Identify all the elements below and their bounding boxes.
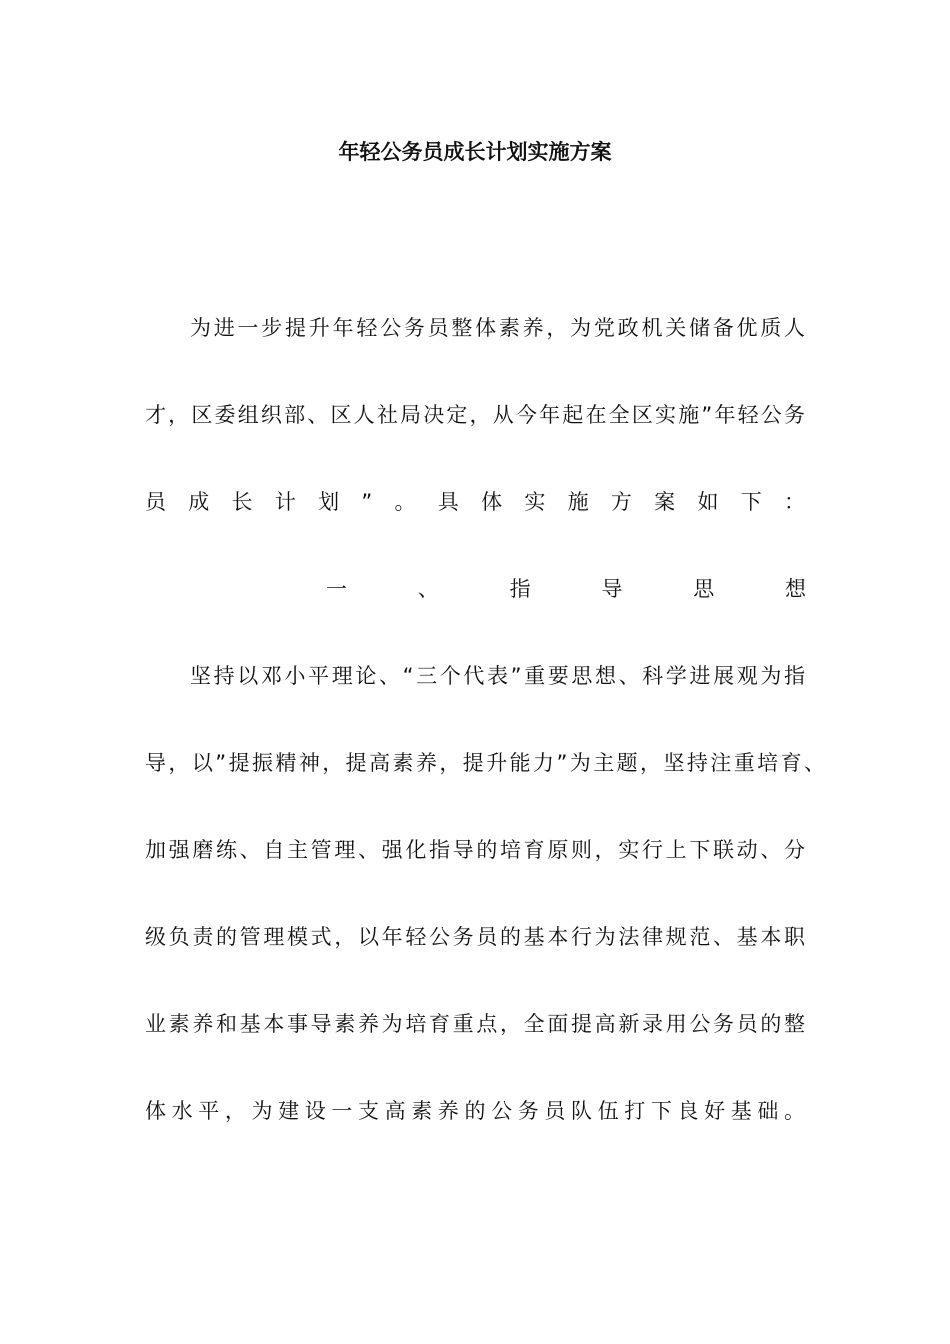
paragraph-line-8: 业素养和基本事导素养为培育重点，全面提高新录用公务员的整 xyxy=(145,1012,805,1036)
paragraph-line-5: 导，以”提振精神，提高素养，提升能力”为主题，坚持注重培育、 xyxy=(145,751,825,775)
document-title: 年轻公务员成长计划实施方案 xyxy=(338,140,612,164)
paragraph-line-4: 坚持以邓小平理论、“三个代表”重要思想、科学进展观为指 xyxy=(190,664,805,688)
paragraph-line-7: 级负责的管理模式，以年轻公务员的基本行为法律规范、基本职 xyxy=(145,925,805,949)
section-heading: 一、指导思想 xyxy=(326,577,806,601)
paragraph-line-1: 为进一步提升年轻公务员整体素养，为党政机关储备优质人 xyxy=(190,316,805,340)
paragraph-line-3: 员成长计划”。具体实施方案如下： xyxy=(145,490,805,514)
paragraph-line-9: 体水平，为建设一支高素养的公务员队伍打下良好基础。 xyxy=(145,1099,805,1123)
paragraph-line-6: 加强磨练、自主管理、强化指导的培育原则，实行上下联动、分 xyxy=(145,838,805,862)
paragraph-line-2: 才，区委组织部、区人社局决定，从今年起在全区实施”年轻公务 xyxy=(145,403,805,427)
